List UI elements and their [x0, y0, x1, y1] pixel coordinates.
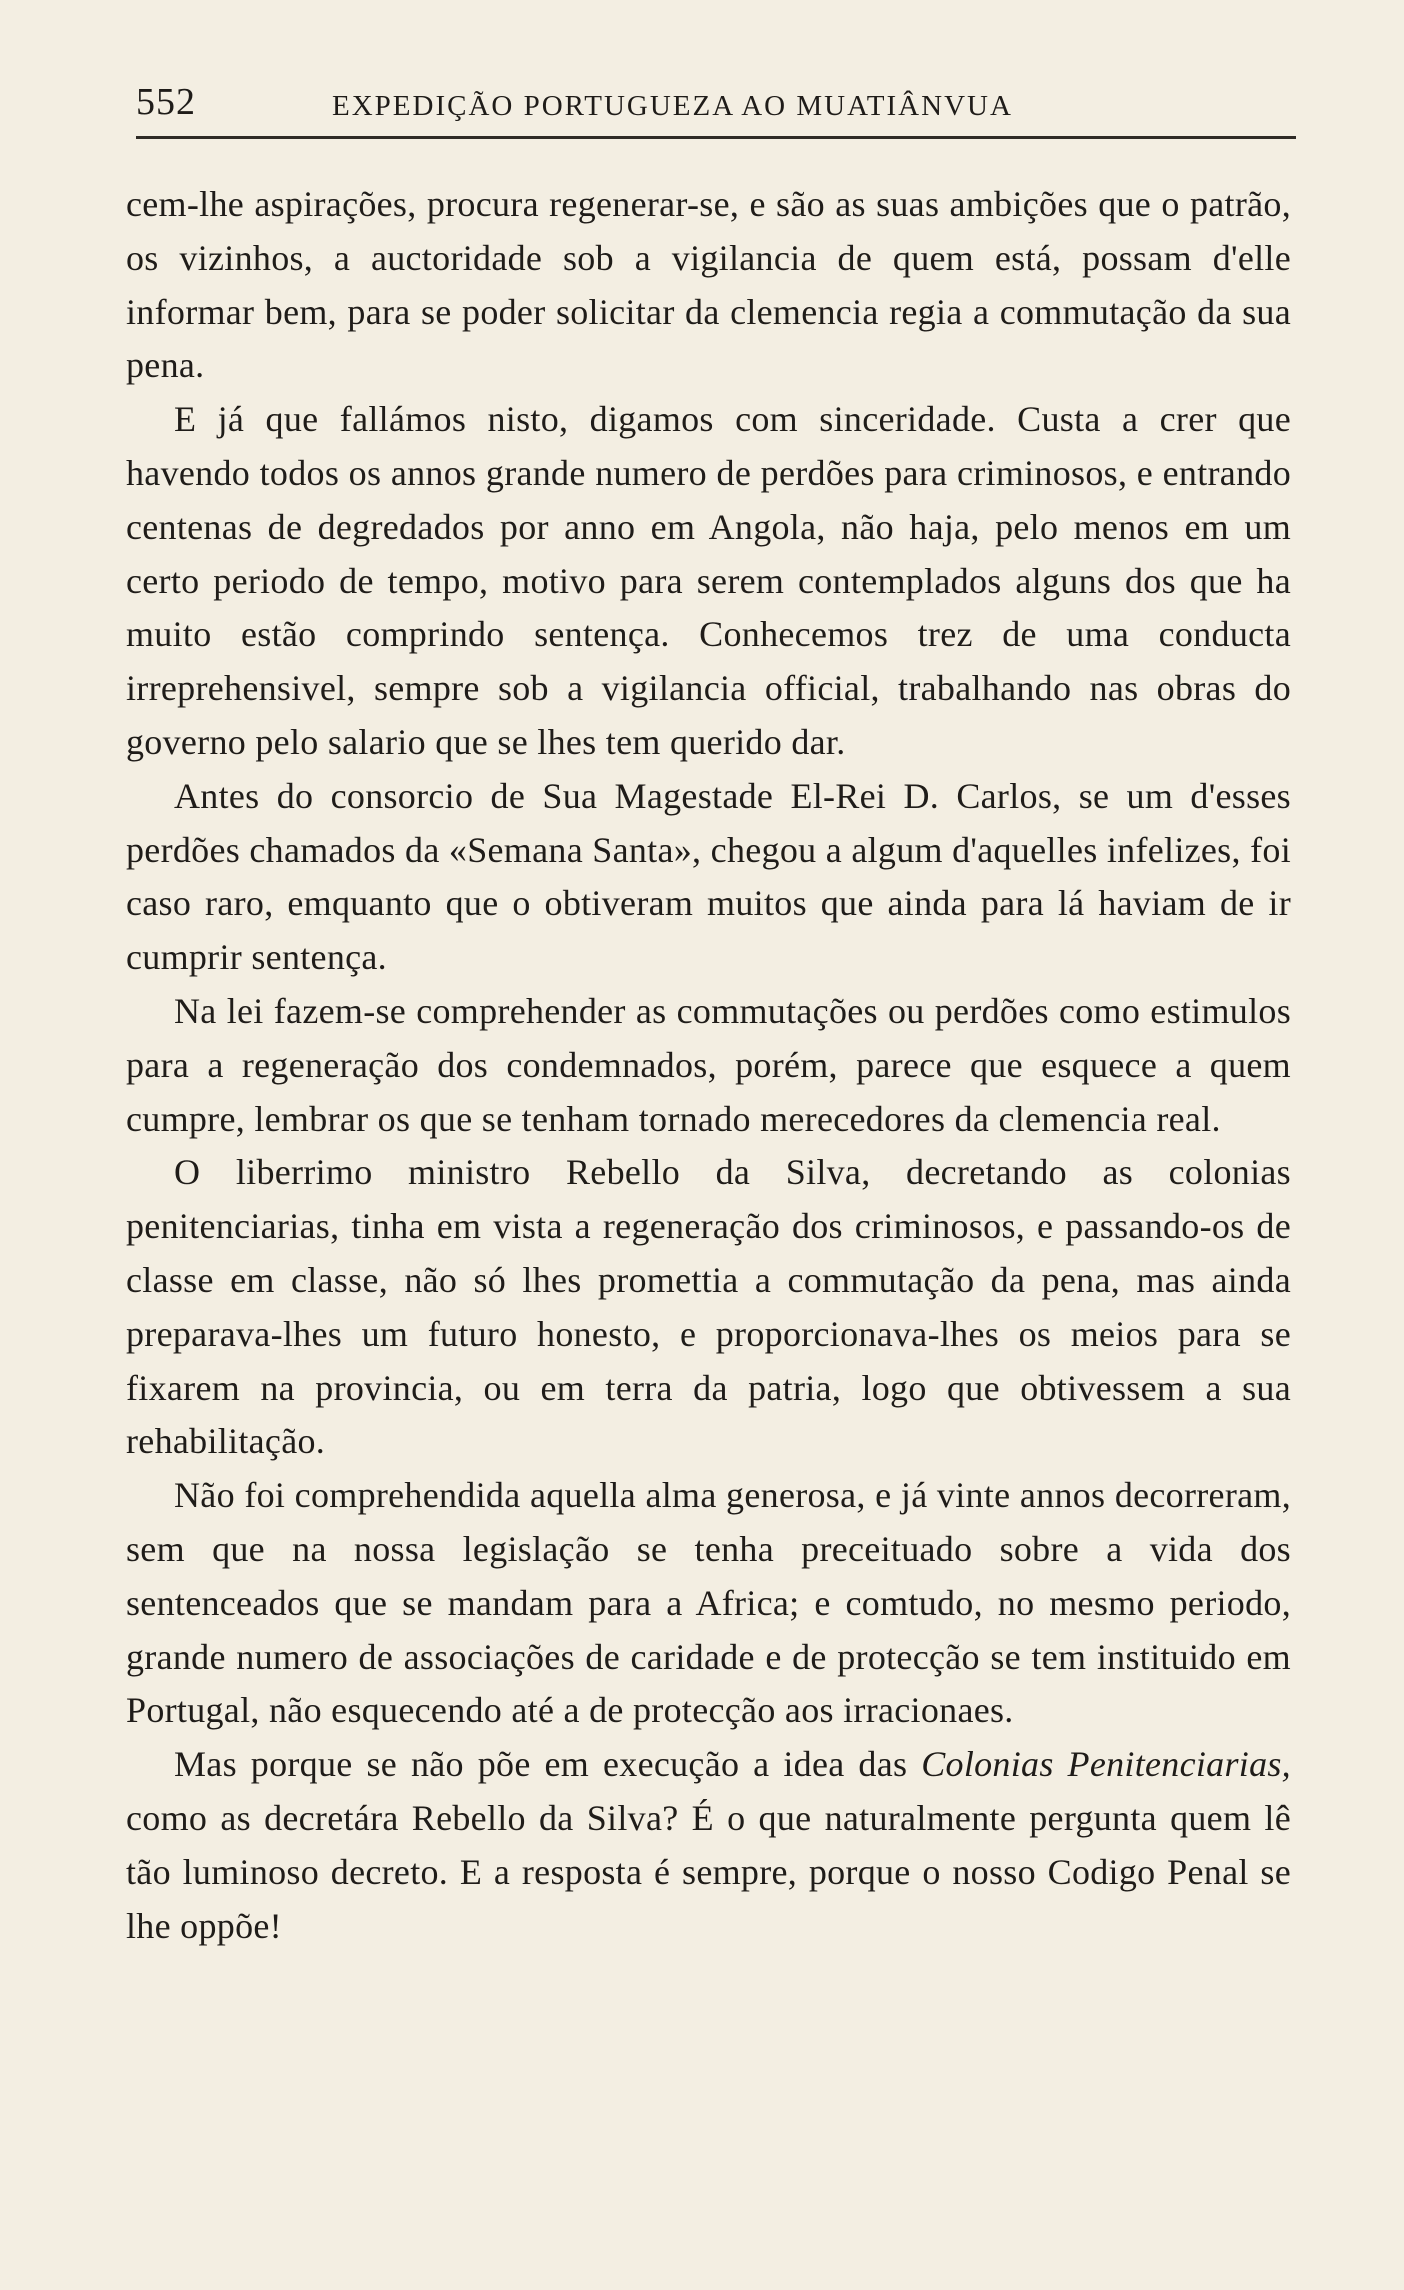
paragraph-final	[126, 1738, 1291, 1953]
paragraph: O liberrimo ministro Rebello da Silva, decretando as colonias penitenciarias, tinha em vista a regeneração dos criminosos, e passando-os de classe em classe, não só lhes promettia a commutação da pena, mas ainda preparava-lhes um futuro honesto, e proporcionava-lhes os meios para se fixarem na provincia, ou em terra da patria, logo que obtivessem a sua rehabilitação.	[126, 1152, 1291, 1462]
italic-title: Colonias Penitenciarias,	[921, 1744, 1291, 1785]
body-text	[126, 178, 1291, 2138]
running-title: EXPEDIÇÃO PORTUGUEZA AO MUATIÂNVUA	[332, 90, 1013, 122]
header-rule	[136, 136, 1296, 139]
page-header	[136, 78, 1296, 138]
paragraph-continuation: cem-lhe aspirações, procura regenerar-se, e são as suas ambições que o patrão, os vizinhos, a auctoridade sob a vigilancia de quem está, possam d'elle informar bem, para se poder solicitar da clemencia regia a commutação da sua pena.	[126, 184, 1291, 386]
paragraph: Não foi comprehendida aquella alma generosa, e já vinte annos decorreram, sem que na nossa legislação se tenha preceituado sobre a vida dos sentenceados que se mandam para a Africa; e comtudo, no mesmo periodo, grande numero de associações de caridade e de protecção se tem instituido em Portugal, não esquecendo até a de protecção aos irracionaes.	[126, 1475, 1291, 1731]
paragraph-text: Mas porque se não põe em execução a idea das	[174, 1744, 922, 1785]
paragraph: Antes do consorcio de Sua Magestade El-Rei D. Carlos, se um d'esses perdões chamados da «Semana Santa», chegou a algum d'aquelles infelizes, foi caso raro, emquanto que o obtiveram muitos que ainda para lá haviam de ir cumprir sentença.	[126, 775, 1291, 978]
page-number: 552	[136, 81, 196, 123]
paragraph: Na lei fazem-se comprehender as commutações ou perdões como estimulos para a regeneração dos condemnados, porém, parece que esquece a quem cumpre, lembrar os que se tenham tornado merecedores da clemencia real.	[126, 990, 1291, 1139]
paragraph-text: como as decretára Rebello da Silva? É o que naturalmente pergunta quem lê tão luminoso decreto. E a resposta é sempre, porque o nosso Codigo Penal se lhe oppõe!	[126, 1797, 1291, 1946]
paragraph: E já que fallámos nisto, digamos com sinceridade. Custa a crer que havendo todos os annos grande numero de perdões para criminosos, e entrando centenas de degredados por anno em Angola, não haja, pelo menos em um certo periodo de tempo, motivo para serem contemplados alguns dos que ha muito estão comprindo sentença. Conhecemos trez de uma conducta irreprehensivel, sempre sob a vigilancia official, trabalhando nas obras do governo pelo salario que se lhes tem querido dar.	[126, 399, 1291, 762]
